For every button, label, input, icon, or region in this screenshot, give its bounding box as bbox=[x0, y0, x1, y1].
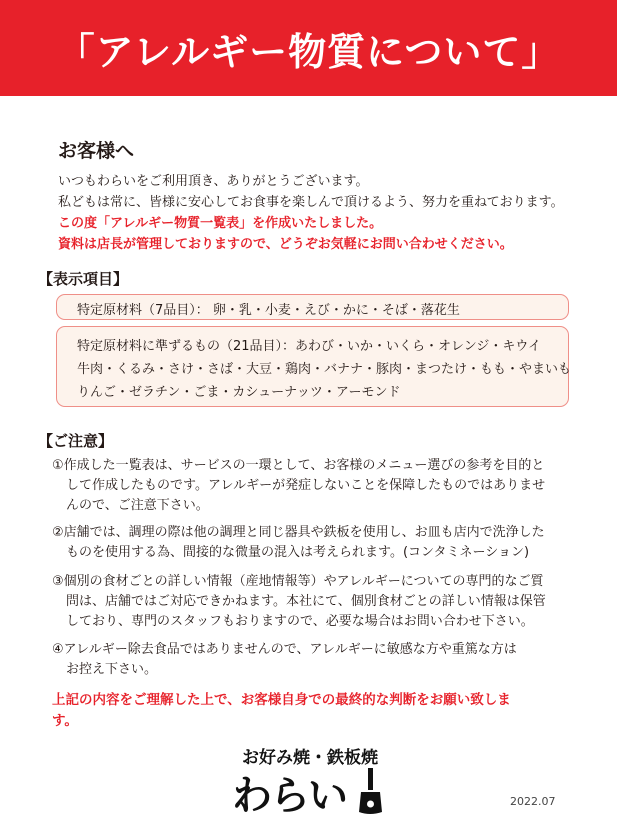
note-line: ②店舗では、調理の際は他の調理と同じ器具や鉄板を使用し、お皿も店内で洗浄した bbox=[52, 525, 545, 540]
final-notice-line: 上記の内容をご理解した上で、お客様自身での最終的な判断をお願い致しま bbox=[52, 692, 511, 708]
specific-allergens-box bbox=[56, 294, 569, 320]
note-line: 問は、店舗ではご対応できかねます。本社にて、個別食材ごとの詳しい情報は保管 bbox=[66, 594, 546, 609]
issue-date: 2022.07 bbox=[510, 795, 556, 808]
note-line: んので、ご注意下さい。 bbox=[66, 498, 209, 513]
warai-logo bbox=[230, 740, 390, 818]
logo-name: わらい bbox=[232, 773, 346, 819]
greeting-red-line: この度「アレルギー物質一覧表」を作成いたしました。 bbox=[58, 216, 383, 231]
note-line: ものを使用する為、間接的な微量の混入は考えられます。(コンタミネーション) bbox=[66, 545, 530, 560]
logo-tagline: お好み焼・鉄板焼 bbox=[242, 748, 378, 768]
greeting-line: 私どもは常に、皆様に安心してお食事を楽しんで頂けるよう、努力を重ねております。 bbox=[58, 195, 564, 210]
equivalent-allergens-line: りんご・ゼラチン・ごま・カシューナッツ・アーモンド bbox=[77, 385, 401, 400]
final-notice-line: す。 bbox=[52, 713, 78, 729]
greeting-red-line: 資料は店長が管理しておりますので、どうぞお気軽にお問い合わせください。 bbox=[58, 237, 513, 252]
note-line: しており、専門のスタッフもおりますので、必要な場合はお問い合わせ下さい。 bbox=[66, 614, 534, 629]
equivalent-allergens-box bbox=[56, 326, 572, 407]
spatula-icon bbox=[358, 768, 384, 816]
note-line: ①作成した一覧表は、サービスの一環として、お客様のメニュー選びの参考を目的と bbox=[52, 458, 545, 473]
greeting-title: お客様へ bbox=[58, 140, 135, 162]
notes-title: 【ご注意】 bbox=[38, 432, 114, 450]
title-banner bbox=[0, 0, 617, 96]
page-title: 「アレルギー物質について」 bbox=[56, 29, 561, 74]
note-line: ④アレルギー除去食品ではありませんので、アレルギーに敏感な方や重篤な方は bbox=[52, 642, 517, 657]
display-items-title: 【表示項目】 bbox=[38, 270, 129, 288]
note-line: お控え下さい。 bbox=[66, 662, 158, 677]
note-line: ③個別の食材ごとの詳しい情報（産地情報等）やアレルギーについての専門的なご質 bbox=[52, 574, 544, 589]
equivalent-allergens-line: 牛肉・くるみ・さけ・さば・大豆・鶏肉・バナナ・豚肉・まつたけ・もも・やまいも bbox=[77, 362, 572, 377]
specific-allergens-text: 特定原材料（7品目）： 卵・乳・小麦・えび・かに・そば・落花生 bbox=[77, 303, 460, 318]
note-line: して作成したものです。アレルギーが発症しないことを保障したものではありませ bbox=[66, 478, 546, 493]
greeting-line: いつもわらいをご利用頂き、ありがとうございます。 bbox=[58, 174, 369, 189]
equivalent-allergens-line: 特定原材料に準ずるもの（21品目）：あわび・いか・いくら・オレンジ・キウイ bbox=[77, 339, 542, 354]
